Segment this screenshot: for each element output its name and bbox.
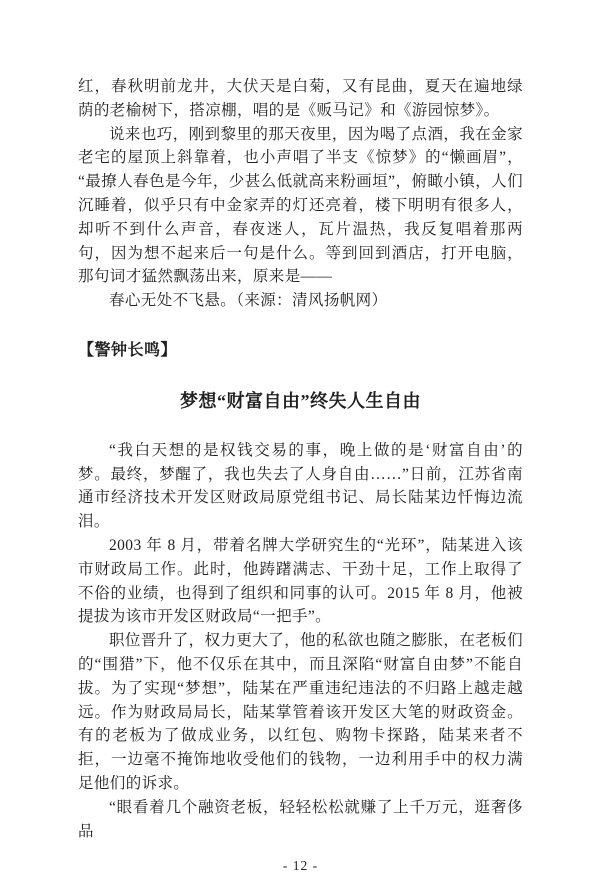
body-paragraph-continuation: 红，春秋明前龙井，大伏天是白菊，又有昆曲，夏天在遍地绿荫的老榆树下，搭凉棚，唱的是《贩马记》和《游园惊梦》。	[78, 78, 523, 119]
body-paragraph: 2003 年 8 月，带着名牌大学研究生的“光环”，陆某进入该市财政局工作。此时，他踌躇满志、干劲十足，工作上取得了不俗的业绩，也得到了组织和同事的认可。2015 年 8 月，他被提拔为该市开发区财政局“一把手”。	[78, 536, 523, 626]
document-body	[78, 75, 523, 874]
article-title: 梦想“财富自由”终失人生自由	[180, 390, 421, 411]
section-header: 【警钟长鸣】	[78, 341, 178, 359]
body-paragraph: 说来也巧，刚到黎里的那天夜里，因为喝了点酒，我在金家老宅的屋顶上斜靠着，也小声唱了半支《惊梦》的“懒画眉”，“最撩人春色是今年，少甚么低就高来粉画垣”，俯瞰小镇，人们沉睡着，似乎只有中金家弄的灯还亮着，楼下明明有很多人，却听不到什么声音，春夜迷人，瓦片温热，我反复唱着那两句，因为想不起来后一句是什么。等到回到酒店，打开电脑，那句词才猛然飘荡出来，原来是——	[78, 125, 523, 286]
body-paragraph: 职位晋升了，权力更大了，他的私欲也随之膨胀，在老板们的“围猎”下，他不仅乐在其中，而且深陷“财富自由梦”不能自拔。为了实现“梦想”，陆某在严重违纪违法的不归路上越走越远。作为财政局局长，陆某掌管着该开发区大笔的财政资金。有的老板为了做成业务，以红包、购物卡探路，陆某来者不拒，一边毫不掩饰地收受他们的钱物，一边利用手中的权力满足他们的诉求。	[78, 632, 523, 792]
body-paragraph-cutoff: “眼看着几个融资老板，轻轻松松就赚了上千万元，逛奢侈品	[78, 798, 523, 840]
page-number: - 12 -	[282, 858, 319, 874]
body-paragraph-source-line: 春心无处不飞悬。（来源：清风扬帆网）	[109, 292, 388, 310]
body-paragraph: “我白天想的是权钱交易的事，晚上做的是‘财富自由’的梦。最终，梦醒了，我也失去了人身自由……”日前，江苏省南通市经济技术开发区财政局原党组书记、局长陆某边忏悔边流泪。	[78, 441, 523, 531]
